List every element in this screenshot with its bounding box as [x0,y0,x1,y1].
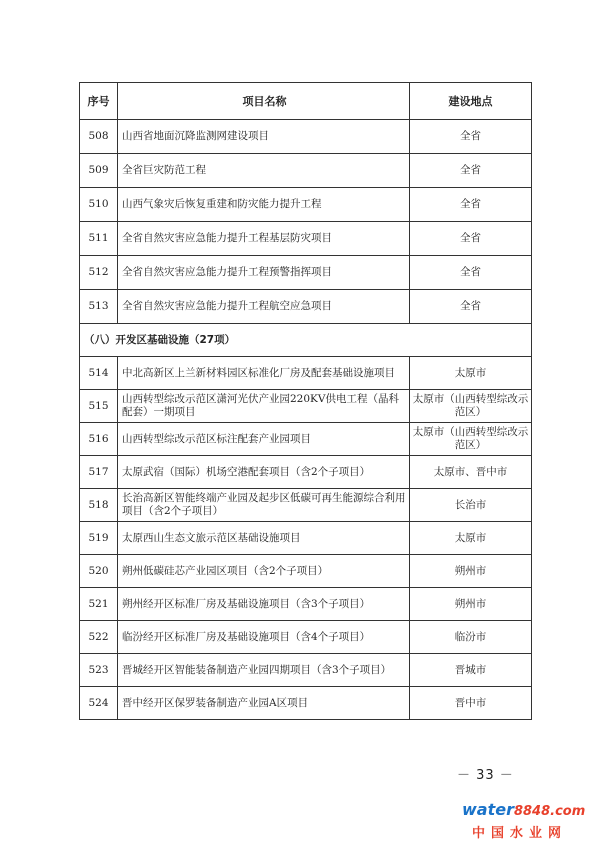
project-location: 全省 [410,188,532,222]
row-number: 508 [80,120,118,154]
project-name: 朔州低碳硅芯产业园区项目（含2个子项目） [118,555,410,588]
project-location: 临汾市 [410,621,532,654]
project-name: 晋中经开区保罗装备制造产业园A区项目 [118,687,410,720]
header-no: 序号 [80,83,118,120]
project-location: 朔州市 [410,588,532,621]
table-row [80,222,532,256]
project-location: 全省 [410,256,532,290]
project-location: 全省 [410,154,532,188]
row-number: 517 [80,456,118,489]
table-row [80,120,532,154]
watermark-chinese: 中国水业网 [472,826,568,841]
table-row [80,290,532,324]
table-row [80,357,532,390]
project-name: 山西省地面沉降监测网建设项目 [118,120,410,154]
row-number: 509 [80,154,118,188]
table-row [80,621,532,654]
project-location: 晋中市 [410,687,532,720]
project-name: 中北高新区上兰新材料园区标准化厂房及配套基础设施项目 [118,357,410,390]
project-name: 全省自然灾害应急能力提升工程基层防灾项目 [118,222,410,256]
project-location: 太原市 [410,357,532,390]
table-row [80,188,532,222]
project-location: 朔州市 [410,555,532,588]
project-location: 全省 [410,222,532,256]
row-number: 524 [80,687,118,720]
page-number: － 33 － [457,768,514,783]
project-name: 朔州经开区标准厂房及基础设施项目（含3个子项目） [118,588,410,621]
table-row [80,456,532,489]
watermark-brand-num: 8848 [513,804,551,819]
project-name: 临汾经开区标准厂房及基础设施项目（含4个子项目） [118,621,410,654]
watermark-brand-suffix: .com [550,804,586,819]
project-name: 山西气象灾后恢复重建和防灾能力提升工程 [118,188,410,222]
row-number: 515 [80,390,118,423]
project-location: 太原市（山西转型综改示范区） [410,390,532,423]
project-location: 全省 [410,290,532,324]
table-row [80,256,532,290]
project-name: 全省巨灾防范工程 [118,154,410,188]
project-name: 山西转型综改示范区标注配套产业园项目 [118,423,410,456]
row-number: 512 [80,256,118,290]
table-row [80,522,532,555]
row-number: 518 [80,489,118,522]
table-row [80,423,532,456]
project-name: 全省自然灾害应急能力提升工程预警指挥项目 [118,256,410,290]
project-location: 太原市 [410,522,532,555]
project-name: 太原西山生态文旅示范区基础设施项目 [118,522,410,555]
project-name: 山西转型综改示范区潇河光伏产业园220KV供电工程（晶科配套）一期项目 [118,390,410,423]
watermark-brand-word: water [462,800,514,819]
row-number: 521 [80,588,118,621]
project-name: 全省自然灾害应急能力提升工程航空应急项目 [118,290,410,324]
section-title: （八）开发区基础设施（27项） [80,324,532,357]
row-number: 510 [80,188,118,222]
header-location: 建设地点 [410,83,532,120]
project-location: 太原市（山西转型综改示范区） [410,423,532,456]
table-header-row [80,83,532,120]
table-row [80,489,532,522]
table-row [80,654,532,687]
section-row [80,324,532,357]
row-number: 522 [80,621,118,654]
project-location: 全省 [410,120,532,154]
watermark-brand [462,800,585,819]
table-row [80,588,532,621]
project-table [79,82,532,720]
row-number: 519 [80,522,118,555]
project-location: 太原市、晋中市 [410,456,532,489]
project-name: 晋城经开区智能装备制造产业园四期项目（含3个子项目） [118,654,410,687]
table-row [80,390,532,423]
project-name: 太原武宿（国际）机场空港配套项目（含2个子项目） [118,456,410,489]
row-number: 514 [80,357,118,390]
row-number: 511 [80,222,118,256]
table-row [80,687,532,720]
row-number: 520 [80,555,118,588]
project-location: 晋城市 [410,654,532,687]
watermark-logo [462,800,598,846]
project-name: 长治高新区智能终端产业园及起步区低碳可再生能源综合利用项目（含2个子项目） [118,489,410,522]
table-row [80,555,532,588]
table-row [80,154,532,188]
row-number: 513 [80,290,118,324]
header-name: 项目名称 [118,83,410,120]
project-location: 长治市 [410,489,532,522]
row-number: 523 [80,654,118,687]
row-number: 516 [80,423,118,456]
